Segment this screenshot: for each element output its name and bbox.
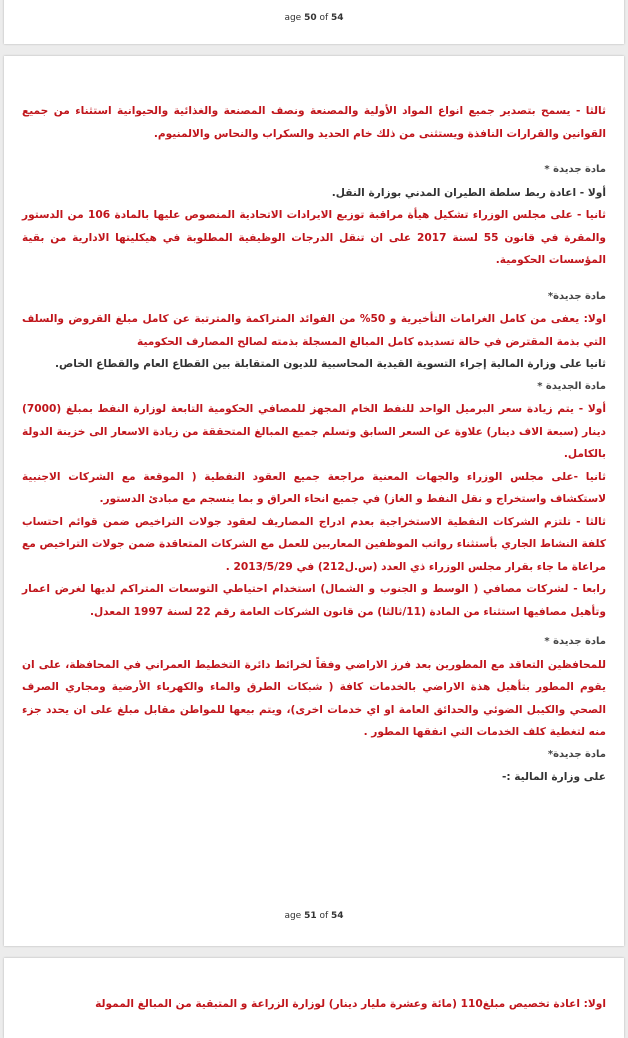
section-heading: مادة جديدة* bbox=[547, 748, 606, 760]
footer-separator: of bbox=[316, 13, 332, 23]
item-third-export: ثالثا - يسمح بتصدير جميع انواع المواد الأولية والمصنعة ونصف المصنعة والغذائية والحيوانية استثناء من جميع القوانين والقرارات النافذة ويستثنى من ذلك خام الحديد والسكراب والنحاس والالمنيوم. bbox=[22, 105, 606, 140]
page-number-footer bbox=[4, 911, 624, 921]
footer-prefix: age bbox=[284, 13, 305, 23]
item-second-oil-contracts: ثانيا -على مجلس الوزراء والجهات المعنية مراجعة جميع العقود النفطية ( الموقعة مع الشركات الاجنبية لاستكشاف واستخراج و نقل النفط و الغاز) في جميع انحاء العراق و بما ينسجم مع مبادئ الدستور. bbox=[22, 470, 606, 505]
next-page-fragment bbox=[4, 958, 624, 1038]
next-page-body bbox=[22, 994, 606, 1014]
current-page-number: 50 bbox=[304, 13, 317, 23]
section-heading: مادة جديدة * bbox=[544, 636, 606, 647]
footer-prefix: age bbox=[284, 911, 305, 921]
section-heading: مادة جديدة* bbox=[547, 290, 606, 302]
item-first-agriculture: اولا: اعادة تخصيص مبلغ110 (مائة وعشرة مليار دينار) لوزارة الزراعة و المتبقية من المبالغ الممولة bbox=[95, 998, 606, 1010]
item-fourth-refineries: رابعا - لشركات مصافي ( الوسط و الجنوب و الشمال) استخدام احتياطي التوسعات المتراكم لديها لغرض اعمار وتأهيل مصافيها استثناء من المادة (11/ثالثا) من قانون الشركات العامة رقم 22 لسنة 1997 المعدل. bbox=[22, 583, 606, 618]
document-page bbox=[4, 56, 624, 946]
item-second-revenue-authority: ثانيا - على مجلس الوزراء تشكيل هيأة مراقبة توزيع الايرادات الاتحادية المنصوص عليها بالمادة 106 من الدستور والمقرة في قانون 55 لسنة 2017 على ان تنقل الدرجات الوظيفية المطلوبة في هيكليتها الادارية من بقية المؤسسات الحكومية. bbox=[22, 209, 607, 266]
item-governors-developers: للمحافظين التعاقد مع المطورين بعد فرز الاراضي وفقاً لخرائط دائرة التخطيط العمراني في المحافظة، على ان يقوم المطور بتأهيل هذة الاراضي بالخدمات كافة ( شبكات الطرق والماء والكهرباء الأرضية ومجاري الصرف الصحي والكيبل الضوئي والحدائق العامة او اي خدمات اخرى)، ويتم بيعها للمواطن مقابل مبلغ على ان يحدد جزء منه لتغطية كلف الخدمات التي انفقها المطور . bbox=[22, 658, 606, 738]
item-second-settlement: ثانيا على وزارة المالية إجراء التسوية القيدية المحاسبية للديون المتقابلة بين القطاع العام والقطاع الخاص. bbox=[54, 358, 606, 370]
item-first-oil-price: أولا - يتم زيادة سعر البرميل الواحد للنفط الخام المجهز للمصافي الحكومية التابعة لوزارة النفط بمبلغ (7000) دينار (سبعة الاف دينار) علاوة عن السعر السابق وتسلم جميع المبالغ المتحققة من زيادة الاسعار الى خزينة الدولة بالكامل. bbox=[22, 403, 606, 460]
item-finance-ministry: على وزارة المالية :- bbox=[501, 771, 606, 783]
section-heading: مادة الجديدة * bbox=[537, 380, 606, 392]
total-pages: 54 bbox=[331, 911, 344, 921]
previous-page-fragment bbox=[4, 0, 624, 44]
footer-separator: of bbox=[316, 911, 332, 921]
current-page-number: 51 bbox=[304, 911, 317, 921]
page-body bbox=[22, 100, 606, 789]
page-number-footer bbox=[4, 13, 624, 23]
item-third-oil-companies: ثالثا - تلتزم الشركات النفطية الاستخراجية بعدم ادراج المصاريف لعقود جولات التراخيص ضمن قوائم احتساب كلفة النشاط الجاري بأستثناء رواتب الموظفين المعاربين للعمل مع الشركات المتعاقدة ضمن جولات التراخيص مع مراعاة ما جاء بقرار مجلس الوزراء ذي العدد (س.ل212) في 2013/5/29 . bbox=[22, 515, 606, 573]
item-first-loan-exemption: اولا: يعفى من كامل الغرامات التأخيرية و 50% من الفوائد المتراكمة والمترتبة عن كامل مبلغ القروض والسلف التي بذمة المقترض في حالة تسديده كامل المبالغ المسجلة بذمته لصالح المصارف الحكومية bbox=[22, 313, 606, 348]
total-pages: 54 bbox=[331, 13, 344, 23]
section-heading: مادة جديدة * bbox=[544, 164, 606, 175]
item-first-aviation: أولا - اعادة ربط سلطة الطيران المدني بوزارة النقل. bbox=[331, 186, 606, 199]
